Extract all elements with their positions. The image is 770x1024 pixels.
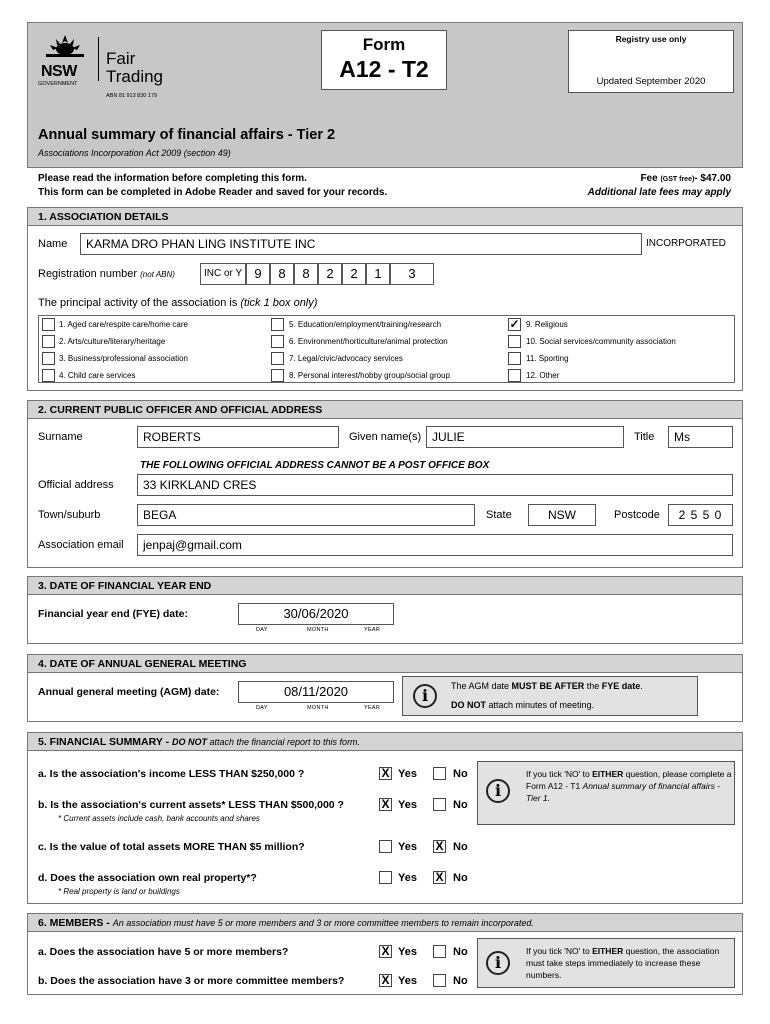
- fye-year-label: YEAR: [364, 627, 381, 633]
- q-b-no-checkbox[interactable]: [433, 798, 446, 811]
- town-label: Town/suburb: [38, 509, 101, 521]
- gov-name: NSW: [41, 63, 77, 80]
- agm-date-field[interactable]: 08/11/2020: [238, 681, 394, 703]
- financial-info-box: [477, 761, 735, 825]
- activity-checkbox-12[interactable]: [508, 369, 521, 382]
- yes-label: Yes: [398, 768, 417, 780]
- name-field[interactable]: KARMA DRO PHAN LING INSTITUTE INC: [80, 233, 642, 255]
- fye-date-field[interactable]: 30/06/2020: [238, 603, 394, 625]
- fair-trading-line2: Trading: [106, 67, 164, 86]
- members-info-box: [477, 938, 735, 988]
- question-c: c. Is the value of total assets MORE THAN $5 million?: [38, 841, 305, 853]
- q-d-yes-checkbox[interactable]: [379, 871, 392, 884]
- m-a-yes-checkbox[interactable]: X: [379, 945, 392, 958]
- section-public-officer: [27, 400, 743, 568]
- activity-label-3: 3. Business/professional association: [59, 354, 188, 363]
- registry-box: [568, 30, 734, 93]
- m-a-no-checkbox[interactable]: [433, 945, 446, 958]
- question-b: b. Is the association's current assets* LESS THAN $500,000 ?: [38, 799, 344, 811]
- activity-checkbox-4[interactable]: [42, 369, 55, 382]
- info-icon: i: [486, 779, 510, 803]
- yes-label: Yes: [398, 946, 417, 958]
- yes-label: Yes: [398, 872, 417, 884]
- title-field[interactable]: Ms: [668, 426, 733, 448]
- reg-digit-3[interactable]: 8: [294, 263, 318, 285]
- section-agm-date: [27, 654, 743, 722]
- activity-label-9: 9. Religious: [526, 320, 568, 329]
- activity-grid: [38, 315, 735, 383]
- members-info-text: If you tick 'NO' to EITHER question, the association must take steps immediately to increase these numbers.: [526, 946, 720, 980]
- form-label: Form: [362, 35, 406, 54]
- inc-prefix: INC or Y: [200, 263, 246, 285]
- section-heading: 6. MEMBERS - An association must have 5 or more members and 3 or more committee members to remain incorporated.: [28, 914, 742, 932]
- reg-digit-5[interactable]: 2: [342, 263, 366, 285]
- surname-label: Surname: [38, 431, 83, 443]
- form-header: [27, 22, 743, 168]
- no-label: No: [453, 946, 468, 958]
- intro-line2: This form can be completed in Adobe Reader and saved for your records.: [38, 187, 388, 198]
- reg-label: Registration number (not ABN): [38, 268, 175, 280]
- activity-checkbox-2[interactable]: [42, 335, 55, 348]
- no-label: No: [453, 975, 468, 987]
- activity-label: The principal activity of the association is (tick 1 box only): [38, 297, 318, 309]
- question-d: d. Does the association own real property*?: [38, 872, 257, 884]
- info-icon: i: [486, 951, 510, 975]
- no-label: No: [453, 768, 468, 780]
- no-label: No: [453, 799, 468, 811]
- po-box-warning: THE FOLLOWING OFFICIAL ADDRESS CANNOT BE A POST OFFICE BOX: [140, 460, 490, 471]
- activity-label-2: 2. Arts/culture/literary/heritage: [59, 337, 166, 346]
- reg-digit-4[interactable]: 2: [318, 263, 342, 285]
- fye-day-label: DAY: [256, 627, 268, 633]
- agm-day-label: DAY: [256, 705, 268, 711]
- activity-label-12: 12. Other: [526, 371, 560, 380]
- financial-info-text: If you tick 'NO' to EITHER question, please complete a Form A12 - T1 Annual summary of financial affairs - Tier 1.: [526, 769, 732, 803]
- official-address-label: Official address: [38, 479, 114, 491]
- yes-label: Yes: [398, 799, 417, 811]
- members-question-b: b. Does the association have 3 or more committee members?: [38, 975, 345, 987]
- activity-checkbox-7[interactable]: [271, 352, 284, 365]
- activity-label-8: 8. Personal interest/hobby group/social group: [289, 371, 450, 380]
- m-b-yes-checkbox[interactable]: X: [379, 974, 392, 987]
- section-heading: 4. DATE OF ANNUAL GENERAL MEETING: [28, 655, 742, 673]
- form-code-box: [321, 30, 447, 90]
- section-financial-summary: [27, 732, 743, 904]
- reg-digit-2[interactable]: 8: [270, 263, 294, 285]
- gov-sub: GOVERNMENT: [38, 81, 78, 87]
- activity-checkbox-11[interactable]: [508, 352, 521, 365]
- email-label: Association email: [38, 539, 124, 551]
- activity-label-4: 4. Child care services: [59, 371, 136, 380]
- title-label: Title: [634, 431, 655, 443]
- postcode-field[interactable]: 2 5 5 0: [668, 504, 733, 526]
- late-fees: Additional late fees may apply: [587, 187, 731, 198]
- section-heading: 2. CURRENT PUBLIC OFFICER AND OFFICIAL ADDRESS: [28, 401, 742, 419]
- q-d-no-checkbox[interactable]: X: [433, 871, 446, 884]
- given-name-label: Given name(s): [349, 431, 422, 443]
- registry-label: Registry use only: [615, 34, 687, 44]
- official-address-field[interactable]: 33 KIRKLAND CRES: [137, 474, 733, 496]
- intro-line1: Please read the information before completing this form.: [38, 173, 307, 184]
- section-association-details: [27, 207, 743, 391]
- reg-digit-7[interactable]: 3: [390, 263, 434, 285]
- given-name-field[interactable]: JULIE: [426, 426, 624, 448]
- reg-digit-1[interactable]: 9: [246, 263, 270, 285]
- agm-year-label: YEAR: [364, 705, 381, 711]
- activity-label-10: 10. Social services/community association: [526, 337, 676, 346]
- fye-month-label: MONTH: [307, 627, 329, 633]
- abn: ABN 81 913 830 179: [106, 93, 158, 99]
- fee: Fee (GST free)- $47.00: [640, 173, 731, 184]
- question-b-note: * Current assets include cash, bank accounts and shares: [58, 814, 260, 823]
- q-c-yes-checkbox[interactable]: [379, 840, 392, 853]
- q-a-no-checkbox[interactable]: [433, 767, 446, 780]
- surname-field[interactable]: ROBERTS: [137, 426, 339, 448]
- incorporated-label: INCORPORATED: [646, 238, 726, 249]
- form-code: A12 - T2: [339, 56, 429, 82]
- activity-checkbox-5[interactable]: [271, 318, 284, 331]
- fair-trading-line1: Fair: [106, 49, 136, 68]
- activity-label-7: 7. Legal/civic/advocacy services: [289, 354, 403, 363]
- activity-checkbox-1[interactable]: [42, 318, 55, 331]
- email-field[interactable]: jenpaj@gmail.com: [137, 534, 733, 556]
- activity-checkbox-10[interactable]: [508, 335, 521, 348]
- no-label: No: [453, 841, 468, 853]
- yes-label: Yes: [398, 841, 417, 853]
- form-title: Annual summary of financial affairs - Tier 2: [38, 127, 336, 143]
- activity-checkbox-6[interactable]: [271, 335, 284, 348]
- name-label: Name: [38, 238, 68, 250]
- state-label: State: [486, 509, 512, 521]
- town-field[interactable]: BEGA: [137, 504, 475, 526]
- activity-checkbox-9[interactable]: ✓: [509, 317, 520, 331]
- activity-checkbox-8[interactable]: [271, 369, 284, 382]
- activity-label-11: 11. Sporting: [526, 354, 569, 363]
- section-heading: 3. DATE OF FINANCIAL YEAR END: [28, 577, 742, 595]
- nsw-waratah-logo-icon: [42, 33, 88, 67]
- fye-label: Financial year end (FYE) date:: [38, 608, 188, 620]
- section-fye-date: [27, 576, 743, 644]
- q-b-yes-checkbox[interactable]: X: [379, 798, 392, 811]
- q-a-yes-checkbox[interactable]: X: [379, 767, 392, 780]
- act-reference: Associations Incorporation Act 2009 (section 49): [38, 148, 231, 158]
- question-d-note: * Real property is land or buildings: [58, 887, 180, 896]
- postcode-label: Postcode: [614, 509, 660, 521]
- yes-label: Yes: [398, 975, 417, 987]
- reg-digit-6[interactable]: 1: [366, 263, 390, 285]
- section-members: [27, 913, 743, 995]
- activity-label-5: 5. Education/employment/training/research: [289, 320, 442, 329]
- no-label: No: [453, 872, 468, 884]
- members-question-a: a. Does the association have 5 or more members?: [38, 946, 289, 958]
- agm-info-line2: DO NOT attach minutes of meeting.: [451, 700, 595, 710]
- info-icon: i: [413, 684, 437, 708]
- section-heading: 5. FINANCIAL SUMMARY - DO NOT attach the financial report to this form.: [28, 733, 742, 751]
- updated-label: Updated September 2020: [596, 76, 706, 87]
- agm-label: Annual general meeting (AGM) date:: [38, 686, 220, 698]
- m-b-no-checkbox[interactable]: [433, 974, 446, 987]
- agm-info-box: [402, 676, 698, 716]
- question-a: a. Is the association's income LESS THAN $250,000 ?: [38, 768, 305, 780]
- section-heading: 1. ASSOCIATION DETAILS: [28, 208, 742, 226]
- agm-info-line1: The AGM date MUST BE AFTER the FYE date.: [451, 681, 643, 691]
- state-field[interactable]: NSW: [528, 504, 596, 526]
- agm-month-label: MONTH: [307, 705, 329, 711]
- activity-label-1: 1. Aged care/respite care/home care: [59, 320, 188, 329]
- q-c-no-checkbox[interactable]: X: [433, 840, 446, 853]
- activity-checkbox-3[interactable]: [42, 352, 55, 365]
- activity-label-6: 6. Environment/horticulture/animal protection: [289, 337, 448, 346]
